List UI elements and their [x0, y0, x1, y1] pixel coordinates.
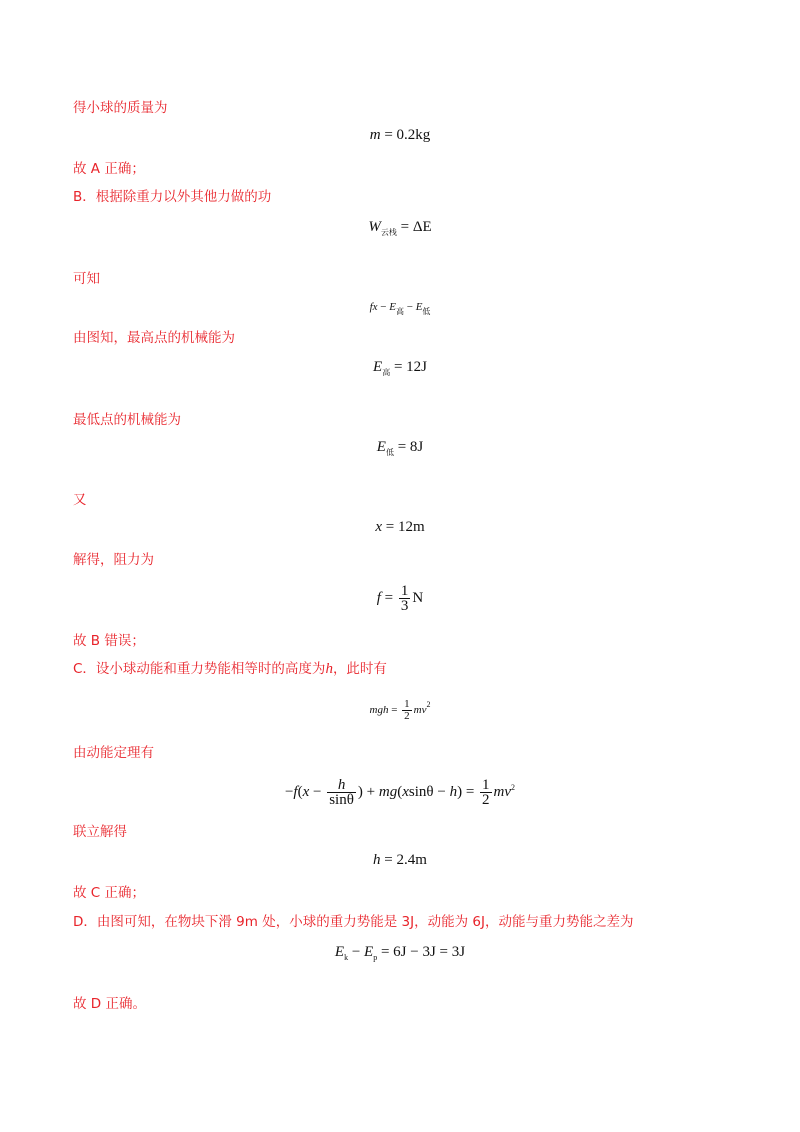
- equation-min-energy: $E_低 = 8J$: [376, 439, 424, 457]
- equation-max-energy: $E_高 = 12J$: [373, 359, 427, 377]
- text-line-15: 故 D 正确。: [73, 996, 146, 1012]
- equation-distance: x = 12m: [375, 519, 425, 535]
- equation-work: $W_{云栈} = \Delta E$: [368, 219, 432, 237]
- text-line-9: 故 B 错误；: [73, 633, 145, 649]
- text-line-7: 又: [73, 492, 87, 508]
- equation-energy-loss: fx − $E_高 - E_低$: [369, 301, 431, 316]
- text-line-1: 得小球的质量为: [73, 100, 168, 116]
- text-line-12: 联立解得: [73, 824, 127, 840]
- text-line-5: 由图知，最高点的机械能为: [73, 330, 235, 346]
- equation-energy-equal: mgh = $\frac{1}{2}$ $mv^2$: [369, 697, 431, 722]
- text-line-3: B．根据除重力以外其他力做的功: [73, 189, 272, 205]
- text-line-8: 解得，阻力为: [73, 552, 154, 568]
- equation-work-energy: −f(x − $\frac{h}{\sin\theta}$ ) + mg(xsinθ − h) = $\frac{1}{2}$ $mv^2$: [284, 777, 516, 808]
- equation-energy-difference: $E_k - E_p = 6J - 3J = 3J$: [334, 944, 466, 962]
- equation-height: h = 2.4m: [373, 852, 427, 868]
- text-line-13: 故 C 正确；: [73, 885, 146, 901]
- text-line-11: 由动能定理有: [73, 745, 154, 761]
- equation-friction: f = $\frac{1}{3}$ N: [376, 583, 424, 614]
- text-line-14: D．由图可知，在物块下滑 9m 处，小球的重力势能是 3J，动能为 6J，动能与重力势能之差为: [73, 914, 634, 930]
- text-line-10: C．设小球动能和重力势能相等时的高度为h，此时有: [73, 661, 387, 677]
- text-line-2: 故 A 正确；: [73, 161, 145, 177]
- text-line-4: 可知: [73, 271, 100, 287]
- text-line-6: 最低点的机械能为: [73, 412, 181, 428]
- equation-mass: m = 0.2kg: [369, 127, 431, 143]
